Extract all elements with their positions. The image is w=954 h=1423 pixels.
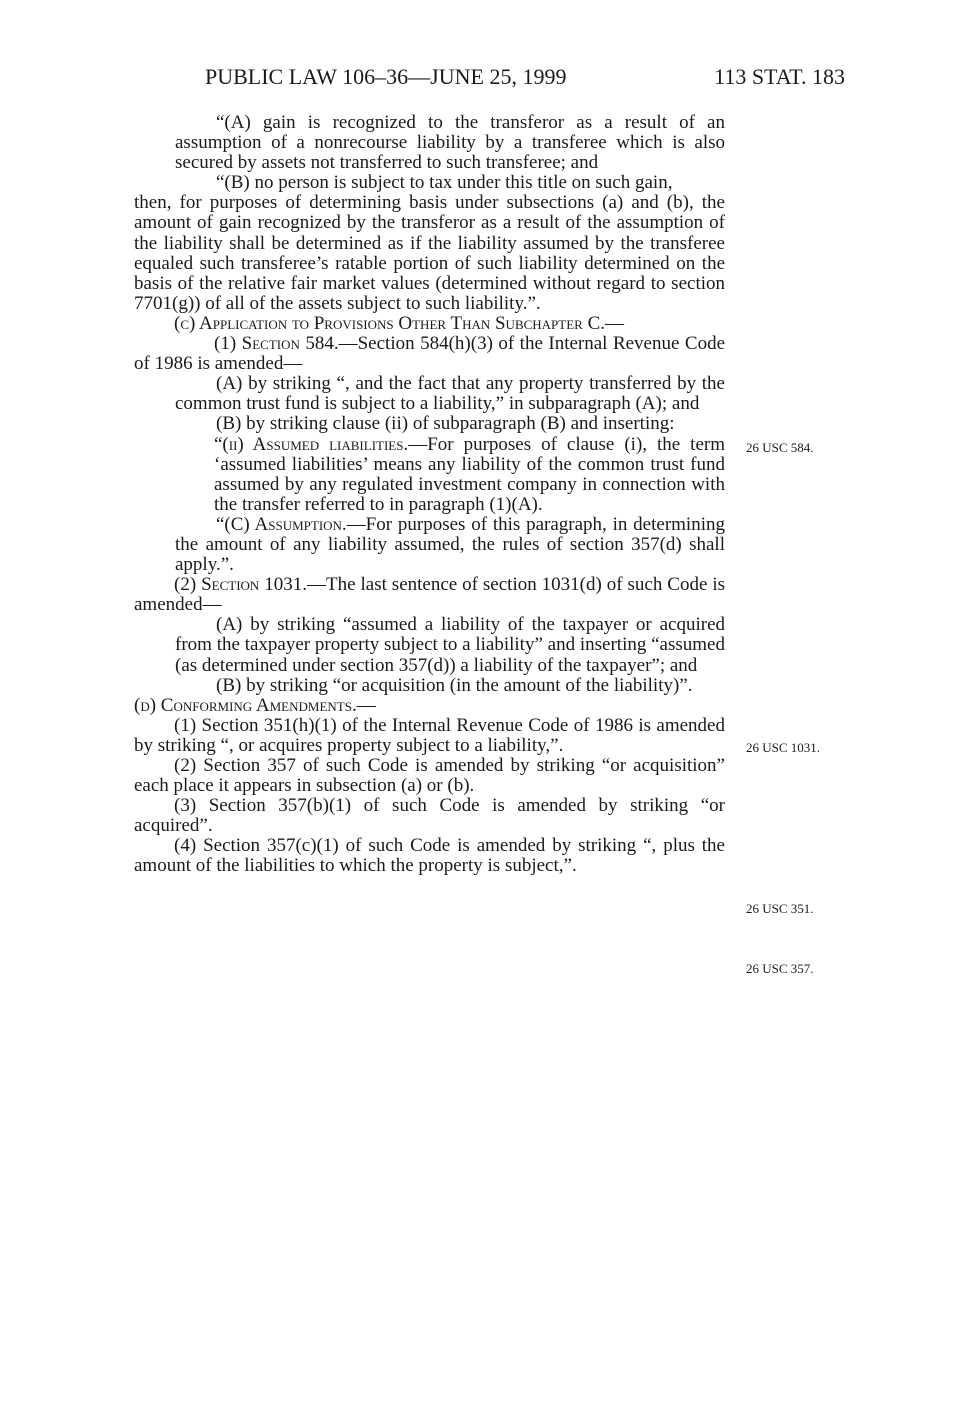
- margin-note-1031: 26 USC 1031.: [746, 740, 821, 755]
- heading-d-text: (d) Conforming Amendments.—: [134, 694, 376, 716]
- assumption-text: —For purposes of this paragraph, in determining the amount of any liability assumed, the rules of section 357(d) shall apply.”.: [175, 513, 725, 576]
- paragraph-c-assumption: [175, 515, 725, 575]
- paragraph-1031-b: (B) by striking “or acquisition (in the amount of the liability)”.: [216, 674, 693, 696]
- paragraph-d-4: (4) Section 357(c)(1) of such Code is amended by striking “, plus the amount of the liabilities to which the property is subject,”.: [134, 835, 725, 877]
- assumption-heading: “(C) Assumption.: [216, 513, 347, 535]
- margin-note-351: 26 USC 351.: [746, 901, 814, 916]
- paragraph-1-section-584: [134, 334, 725, 374]
- paragraph-ii-assumed-liabilities: [214, 435, 725, 515]
- heading-c-application: [134, 314, 725, 334]
- document-body: [134, 113, 725, 877]
- paragraph-584-a: (A) by striking “, and the fact that any property transferred by the common trust fund is subject to a liability,” in subparagraph (A); and: [175, 373, 725, 415]
- section-1031-heading: (2) Section 1031.: [174, 574, 308, 596]
- header-law-citation: PUBLIC LAW 106–36—JUNE 25, 1999: [205, 64, 567, 89]
- paragraph-d-1: (1) Section 351(h)(1) of the Internal Revenue Code of 1986 is amended by striking “, or acquires property subject to a liability,”.: [134, 714, 725, 756]
- assumed-liabilities-heading: “(ii) Assumed liabilities.: [214, 433, 409, 455]
- heading-c-text: (c) Application to Provisions Other Than Subchapter C.—: [174, 312, 625, 334]
- paragraph-a-gain: “(A) gain is recognized to the transferor as a result of an assumption of a nonrecourse liability by a transferee which is also secured by assets not transferred to such transferee; and: [175, 112, 725, 174]
- margin-note-584: 26 USC 584.: [746, 440, 814, 455]
- margin-note-357: 26 USC 357.: [746, 961, 814, 976]
- paragraph-2-section-1031: [134, 575, 725, 615]
- paragraph-1031-a: (A) by striking “assumed a liability of the taxpayer or acquired from the taxpayer property subject to a liability” and inserting “assumed (as determined under section 357(d)) a liability of the taxpayer”; and: [175, 614, 725, 676]
- section-584-heading: (1) Section 584.: [214, 333, 339, 355]
- section-584-text: —Section 584(h)(3) of the Internal Revenue Code of 1986 is amended—: [134, 333, 725, 375]
- section-1031-text: —The last sentence of section 1031(d) of such Code is amended—: [134, 574, 726, 616]
- header-stat-page: 113 STAT. 183: [714, 64, 845, 89]
- paragraph-b-no-person: “(B) no person is subject to tax under this title on such gain,: [216, 172, 673, 194]
- paragraph-584-b: (B) by striking clause (ii) of subparagraph (B) and inserting:: [216, 413, 675, 435]
- paragraph-d-2: (2) Section 357 of such Code is amended by striking “or acquisition” each place it appears in subsection (a) or (b).: [134, 755, 725, 797]
- paragraph-then: then, for purposes of determining basis under subsections (a) and (b), the amount of gain recognized by the transferor as a result of the assumption of the liability shall be determined as if the liability assumed by the transferee equaled such transferee’s ratable portion of such liability determined on the basis of the relative fair market values (determined without regard to section 7701(g)) of all of the assets subject to such liability.”.: [134, 192, 725, 314]
- paragraph-d-3: (3) Section 357(b)(1) of such Code is amended by striking “or acquired”.: [134, 795, 725, 837]
- assumed-liabilities-text: —For purposes of clause (i), the term ‘assumed liabilities’ means any liability of the common trust fund assumed by any regulated investment company in connection with the transfer referred to in paragraph (1)(A).: [214, 433, 725, 515]
- heading-d-conforming: [134, 696, 725, 716]
